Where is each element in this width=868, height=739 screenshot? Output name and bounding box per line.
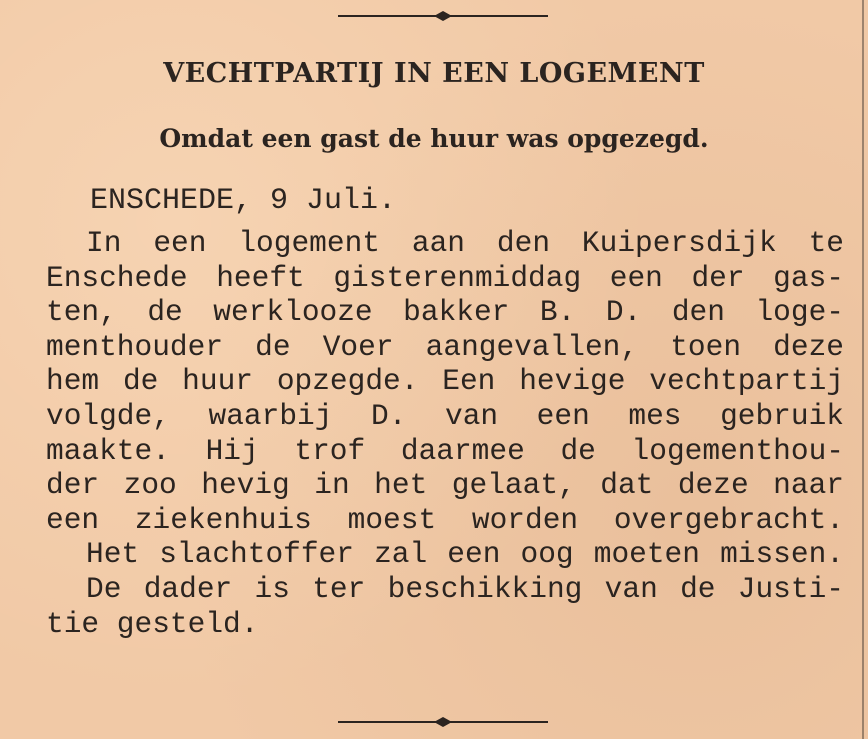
body-line: Enschede heeft gisterenmiddag een der gas- [46,260,844,295]
body-line: der zoo hevig in het gelaat, dat deze naar [46,468,844,503]
bottom-divider-ornament [434,717,452,727]
body-line: tie gesteld. [46,606,259,641]
article-dateline: ENSCHEDE, 9 Juli. [90,184,397,218]
article-body [46,226,844,641]
body-line: hem de huur opzegde. Een hevige vechtpartij [46,364,844,399]
body-line: volgde, waarbij D. van een mes gebruik [46,398,844,433]
body-line: menthouder de Voer aangevallen, toen deze [46,329,844,364]
body-line: ten, de werklooze bakker B. D. den loge- [46,295,844,330]
body-line: De dader is ter beschikking van de Justi- [86,571,844,606]
body-line: maakte. Hij trof daarmee de logementhou- [46,433,844,468]
bottom-divider [338,716,548,728]
body-line: Het slachtoffer zal een oog moeten missen. [86,537,844,572]
article-headline: VECHTPARTIJ IN EEN LOGEMENT [163,58,705,89]
body-line: een ziekenhuis moest worden overgebracht. [46,502,844,537]
top-divider-ornament [434,11,452,21]
body-line: In een logement aan den Kuipersdijk te [86,226,844,260]
article-subheadline: Omdat een gast de huur was opgezegd. [159,124,709,153]
clipping-edge [862,0,864,739]
top-divider [338,10,548,22]
